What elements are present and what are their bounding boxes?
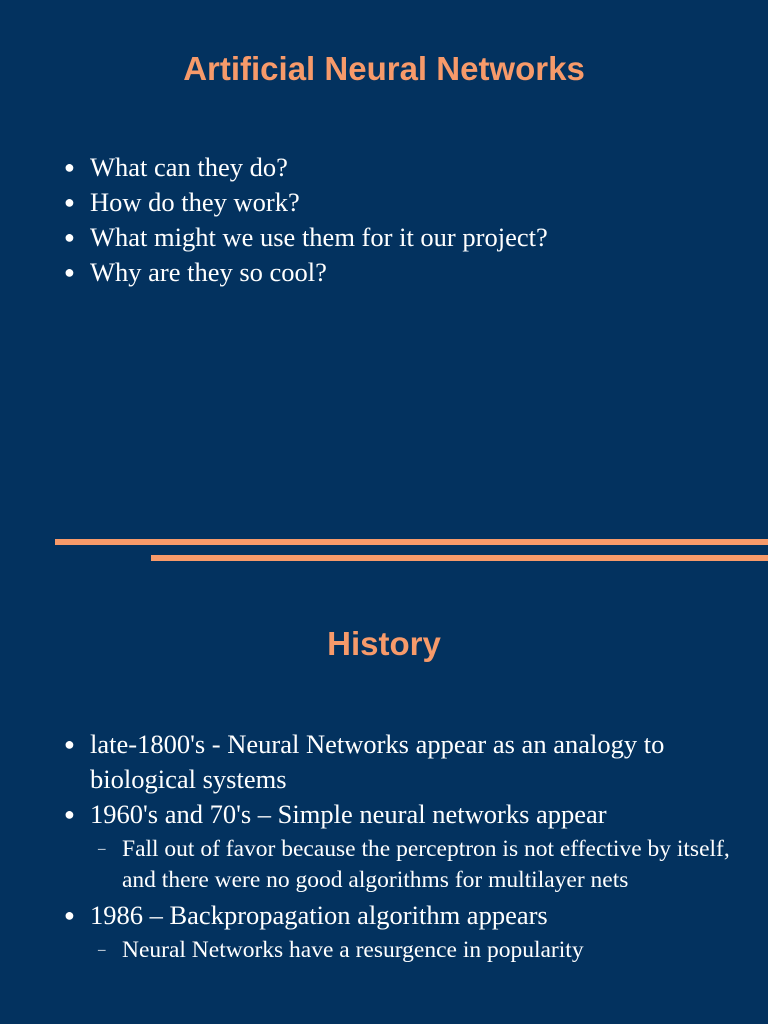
sub-bullet-item — [90, 935, 742, 966]
slide-title: Artificial Neural Networks — [183, 50, 585, 87]
sub-bullet-text: Fall out of favor because the perceptron is not effective by itself, and there were no good algorithms for multilayer nets — [122, 836, 730, 893]
bullet-dot-icon: ● — [64, 192, 75, 212]
slide-divider-short — [151, 555, 768, 561]
bullet-item — [62, 220, 742, 255]
sub-bullet-text: Neural Networks have a resurgence in popularity — [122, 937, 584, 963]
slide-history — [0, 575, 768, 1024]
slide-title: History — [327, 625, 441, 662]
bullet-text: How do they work? — [90, 187, 300, 217]
bullet-text: 1960's and 70's – Simple neural networks appear — [90, 799, 607, 829]
bullet-text: late-1800's - Neural Networks appear as an analogy to biological systems — [90, 729, 665, 794]
sub-bullet-list — [90, 834, 742, 896]
bullet-list — [62, 727, 742, 968]
bullet-item — [62, 797, 742, 896]
bullet-text: Why are they so cool? — [90, 257, 327, 287]
bullet-item — [62, 898, 742, 966]
dash-icon: – — [98, 942, 106, 958]
sub-bullet-list — [90, 935, 742, 966]
bullet-text: What might we use them for it our project? — [90, 222, 548, 252]
bullet-dot-icon: ● — [64, 734, 75, 754]
bullet-dot-icon: ● — [64, 804, 75, 824]
bullet-item — [62, 150, 742, 185]
dash-icon: – — [98, 841, 106, 857]
bullet-text: 1986 – Backpropagation algorithm appears — [90, 900, 548, 930]
bullet-dot-icon: ● — [64, 227, 75, 247]
slide-divider-long — [55, 539, 768, 545]
bullet-item — [62, 185, 742, 220]
bullet-dot-icon: ● — [64, 905, 75, 925]
bullet-list — [62, 150, 742, 290]
bullet-item — [62, 255, 742, 290]
sub-bullet-item — [90, 834, 742, 896]
bullet-item — [62, 727, 742, 797]
bullet-text: What can they do? — [90, 152, 288, 182]
bullet-dot-icon: ● — [64, 157, 75, 177]
bullet-dot-icon: ● — [64, 262, 75, 282]
